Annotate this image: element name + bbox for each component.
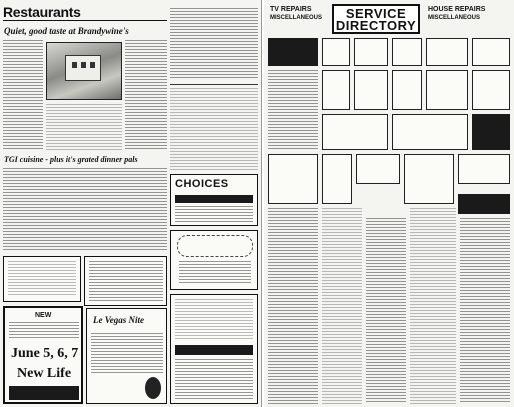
directory-listings bbox=[366, 218, 406, 404]
directory-ad bbox=[268, 154, 318, 204]
house-misc-heading: MISCELLANEOUS bbox=[428, 15, 481, 21]
article-column-2 bbox=[46, 104, 122, 150]
directory-listings bbox=[268, 208, 318, 404]
choices-title: CHOICES bbox=[175, 178, 229, 190]
boxed-ad bbox=[84, 256, 167, 306]
article-body-lower bbox=[3, 168, 167, 252]
directory-listings bbox=[322, 208, 362, 404]
directory-ad bbox=[458, 194, 510, 214]
directory-ad bbox=[322, 154, 352, 204]
cash-ad-icon bbox=[145, 377, 161, 399]
new-life-ad bbox=[3, 306, 83, 404]
article-column-5 bbox=[170, 88, 258, 170]
directory-ad bbox=[392, 114, 468, 150]
column-rule bbox=[170, 84, 258, 85]
directory-ad bbox=[472, 70, 510, 110]
right-newspaper-page bbox=[264, 0, 514, 407]
header-rule bbox=[3, 20, 167, 21]
restaurant-photo bbox=[46, 42, 122, 100]
directory-ad bbox=[458, 154, 510, 184]
headline-brandywines: Quiet, good taste at Brandywine's bbox=[4, 26, 129, 36]
ornamental-ad bbox=[170, 230, 258, 290]
headline-tgi: TGI cuisine - plus it's grated dinner pals bbox=[4, 155, 138, 164]
event-dates: June 5, 6, 7 bbox=[11, 346, 79, 361]
directory-ad bbox=[268, 38, 318, 66]
service-directory-banner bbox=[332, 4, 420, 34]
directory-listings bbox=[410, 208, 456, 404]
directory-listings bbox=[460, 218, 510, 404]
misc-repairs-heading: MISCELLANEOUS bbox=[270, 15, 323, 21]
directory-ad bbox=[392, 70, 422, 110]
service-title-line1: SERVICE bbox=[345, 6, 407, 21]
directory-ad bbox=[322, 38, 350, 66]
article-column-1 bbox=[3, 40, 43, 150]
tv-repairs-heading: TV REPAIRS bbox=[270, 6, 312, 13]
house-repairs-heading: HOUSE REPAIRS bbox=[428, 6, 486, 13]
directory-ad bbox=[392, 38, 422, 66]
directory-ad bbox=[426, 38, 468, 66]
choices-ad bbox=[170, 174, 258, 226]
script-ad bbox=[3, 256, 81, 302]
directory-ad bbox=[322, 114, 388, 150]
directory-ad bbox=[354, 70, 388, 110]
rio-ad bbox=[170, 294, 258, 404]
article-column-4 bbox=[170, 8, 258, 80]
directory-ad bbox=[354, 38, 388, 66]
new-heading: NEW bbox=[35, 312, 52, 319]
directory-ad bbox=[404, 154, 454, 204]
directory-listings bbox=[268, 70, 318, 150]
article-column-3 bbox=[125, 40, 167, 150]
directory-ad bbox=[426, 70, 468, 110]
service-title-line2: DIRECTORY bbox=[335, 18, 417, 33]
restaurants-section-title: Restaurants bbox=[3, 4, 81, 20]
vegas-nite-ad bbox=[86, 308, 167, 404]
directory-ad bbox=[472, 114, 510, 150]
directory-ad bbox=[322, 70, 350, 110]
vegas-title: Le Vegas Nite bbox=[93, 315, 144, 325]
directory-ad bbox=[472, 38, 510, 66]
directory-ad bbox=[356, 154, 400, 184]
new-life-title: New Life bbox=[17, 366, 72, 381]
